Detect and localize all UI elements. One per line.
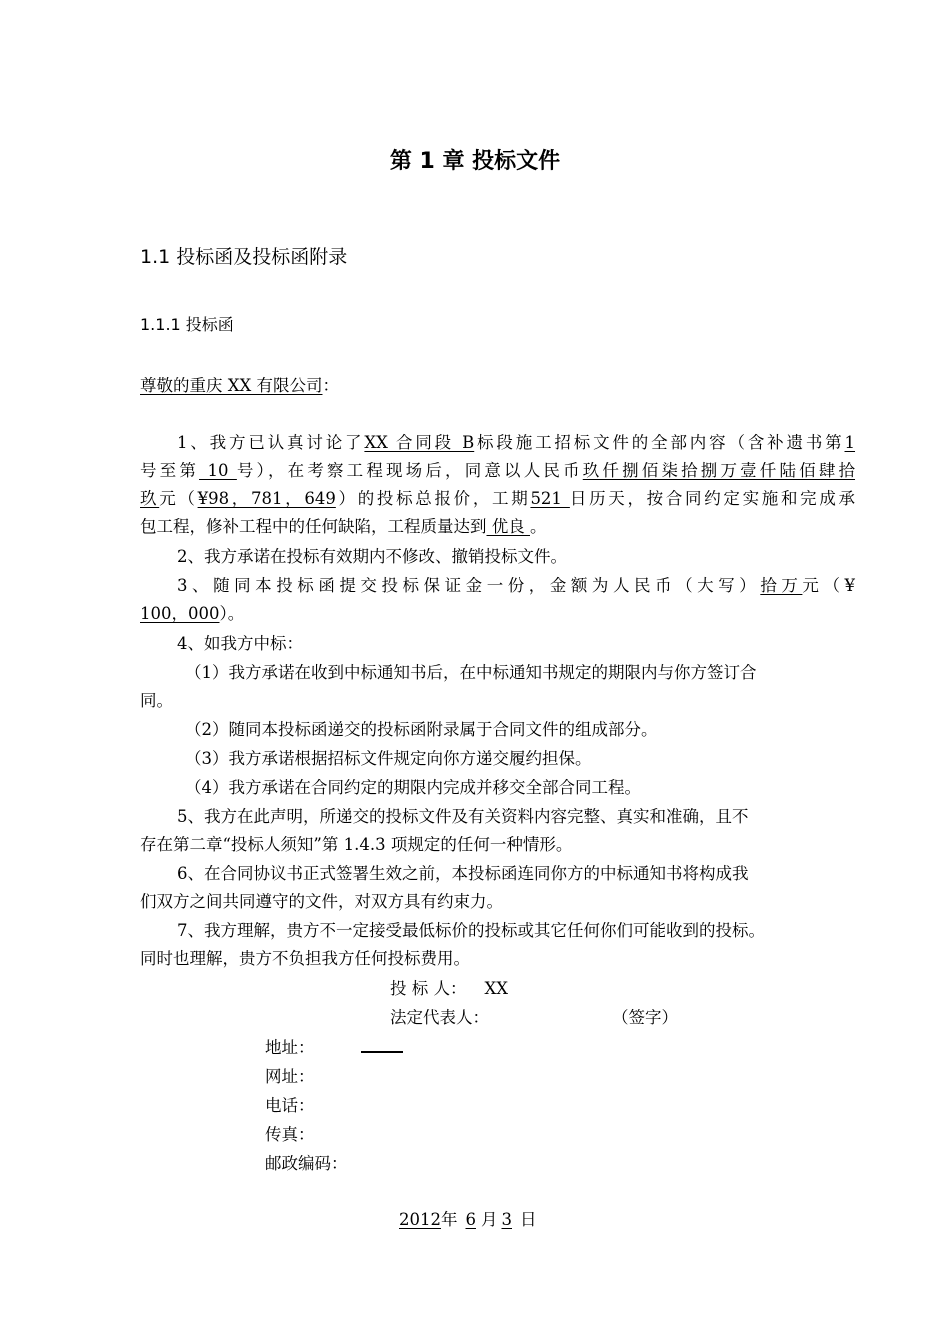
chapter-title: 第 1 章 投标文件 — [389, 149, 561, 174]
address-label: 地址： — [265, 1038, 315, 1057]
address-row — [265, 1034, 403, 1062]
date-month: 6 — [465, 1210, 476, 1229]
date-day: 3 — [501, 1210, 512, 1229]
text: 。 — [530, 517, 547, 536]
item1-line2 — [140, 457, 855, 485]
item3-line2 — [140, 600, 244, 628]
item2: 2、我方承诺在投标有效期内不修改、撤销投标文件。 — [177, 547, 567, 566]
item7-line2: 同时也理解，贵方不负担我方任何投标费用。 — [140, 949, 470, 968]
bid-amount-figures: ¥98，781，649 — [197, 489, 336, 508]
section-title: 1.1 投标函及投标函附录 — [140, 246, 348, 268]
address-blank — [361, 1037, 403, 1053]
contract-section: XX 合同段 B — [364, 433, 475, 452]
bidder-label: 投 标 人： — [390, 979, 467, 998]
bond-amount-words: 拾万 — [760, 576, 803, 595]
recipient-name: 尊敬的重庆 XX 有限公司 — [140, 376, 323, 395]
item5-line1: 5、我方在此声明，所递交的投标文件及有关资料内容完整、真实和准确，且不 — [177, 807, 749, 826]
item1-line4 — [140, 513, 547, 541]
salutation-colon: ： — [322, 376, 339, 395]
item4-sub1-line2: 同。 — [140, 691, 173, 710]
phone-label: 电话： — [265, 1096, 315, 1115]
text: 日历天，按合同约定实施和完成承 — [569, 489, 856, 508]
date-day-unit: 日 — [520, 1210, 537, 1229]
date-row — [375, 1206, 537, 1234]
bidder-value: XX — [484, 979, 508, 998]
addendum-end: 10 — [199, 461, 237, 480]
item4-head: 4、如我方中标： — [177, 634, 303, 653]
text: 包工程，修补工程中的任何缺陷，工程质量达到 — [140, 517, 487, 536]
postal-code-label: 邮政编码： — [265, 1154, 348, 1173]
sign-note: （签字） — [612, 1008, 678, 1027]
bond-amount-figures: 100，000 — [140, 604, 220, 623]
text: ）的投标总报价，工期 — [335, 489, 531, 508]
date-month-unit: 月 — [481, 1210, 498, 1229]
fax-label: 传真： — [265, 1125, 315, 1144]
legal-rep-label: 法定代表人： — [390, 1008, 489, 1027]
bid-amount-words: 玖仟捌佰柒拾捌万壹仟陆佰肆拾 — [582, 461, 856, 480]
addendum-start: 1 — [844, 433, 856, 452]
date-year: 2012 — [399, 1210, 441, 1229]
item5-line2: 存在第二章“投标人须知”第 1.4.3 项规定的任何一种情形。 — [140, 835, 573, 854]
subsection-title: 1.1.1 投标函 — [140, 315, 234, 334]
item1-line1 — [140, 429, 855, 457]
website-label: 网址： — [265, 1067, 315, 1086]
text: 元（¥ — [802, 576, 855, 595]
text: 3、随同本投标函提交投标保证金一份，金额为人民币（大写） — [177, 576, 761, 595]
construction-period: 521 — [530, 489, 570, 508]
quality-grade: 优良 — [486, 517, 530, 536]
text: 1、我方已认真讨论了 — [177, 433, 365, 452]
text: 标段施工招标文件的全部内容（含补遗书第 — [474, 433, 845, 452]
item6-line1: 6、在合同协议书正式签署生效之前，本投标函连同你方的中标通知书将构成我 — [177, 864, 749, 883]
text: 元（ — [159, 489, 198, 508]
text: 号至第 — [140, 461, 200, 480]
item1-line3 — [140, 485, 855, 513]
text: 号），在考察工程现场后，同意以人民币 — [236, 461, 583, 480]
salutation — [140, 372, 339, 400]
bid-amount-words-end: 玖 — [140, 489, 160, 508]
item3-line1 — [140, 572, 855, 600]
bidder-row — [390, 975, 508, 1003]
item4-sub4: （4）我方承诺在合同约定的期限内完成并移交全部合同工程。 — [185, 778, 641, 797]
item4-sub3: （3）我方承诺根据招标文件规定向你方递交履约担保。 — [185, 749, 592, 768]
item4-sub2: （2）随同本投标函递交的投标函附录属于合同文件的组成部分。 — [185, 720, 658, 739]
item4-sub1-line1: （1）我方承诺在收到中标通知书后，在中标通知书规定的期限内与你方签订合 — [185, 663, 757, 682]
item7-line1: 7、我方理解，贵方不一定接受最低标价的投标或其它任何你们可能收到的投标。 — [177, 921, 765, 940]
item6-line2: 们双方之间共同遵守的文件，对双方具有约束力。 — [140, 892, 503, 911]
date-year-unit: 年 — [441, 1210, 458, 1229]
text: ）。 — [219, 604, 245, 623]
